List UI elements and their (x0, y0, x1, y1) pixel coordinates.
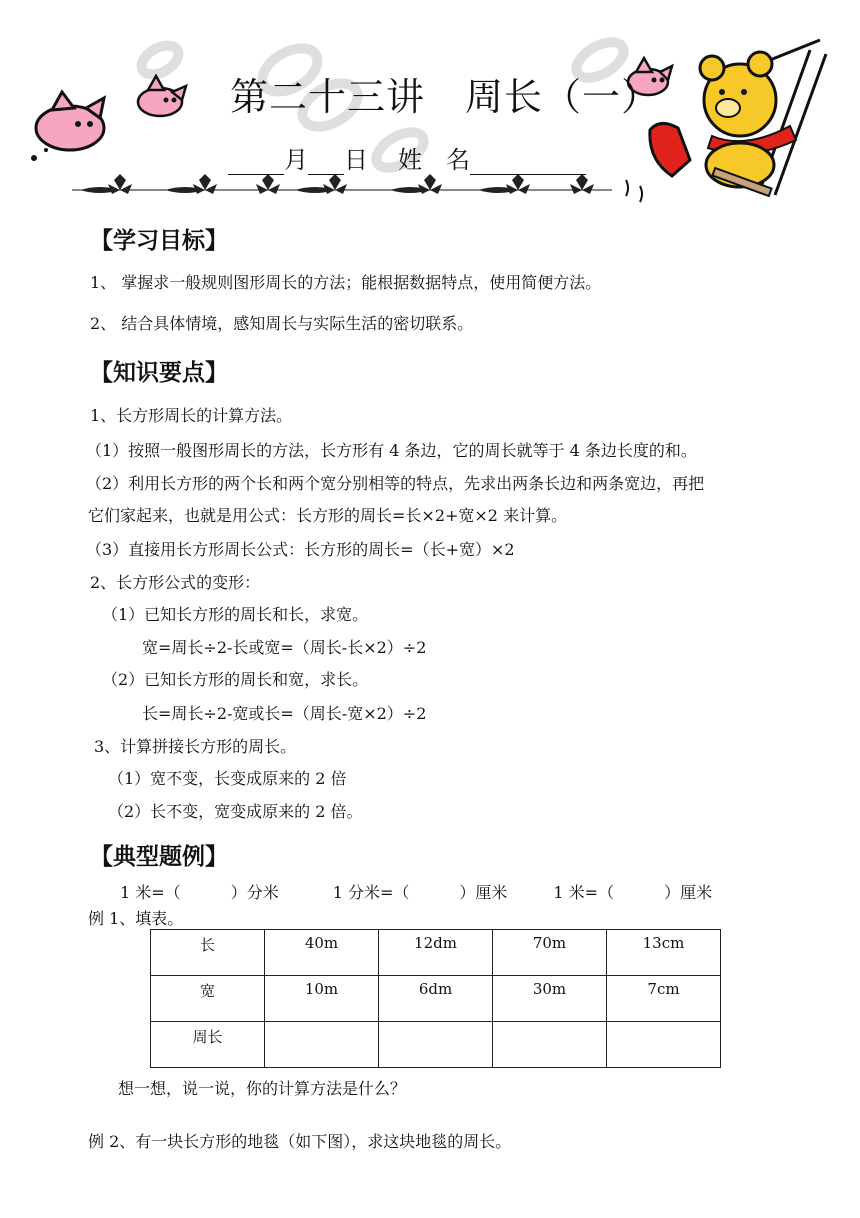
title-sub: 周长（一） (465, 75, 661, 119)
k1-3: （3）直接用长方形周长公式：长方形的周长=（长+宽）×2 (86, 540, 515, 559)
unit-1a: 1 米=（ (120, 883, 181, 902)
page-title (230, 66, 660, 121)
k2-title: 2、长方形公式的变形： (90, 573, 261, 592)
k1-2a: （2）利用长方形的两个长和两个宽分别相等的特点，先求出两条长边和两条宽边，再把 (86, 474, 705, 493)
table-cell: 宽 (151, 976, 265, 1022)
k3-2: （2）长不变，宽变成原来的 2 倍。 (108, 802, 363, 821)
k1-1: （1）按照一般图形周长的方法，长方形有 4 条边，它的周长就等于 4 条边长度的和。 (86, 441, 697, 460)
section-knowledge: 【知识要点】 (90, 360, 228, 386)
section-examples: 【典型题例】 (90, 844, 228, 870)
unit-3b: ）厘米 (664, 883, 713, 902)
example-1-label: 例 1、填表。 (88, 909, 184, 928)
example-2-label: 例 2、有一块长方形的地毯（如下图），求这块地毯的周长。 (88, 1132, 512, 1151)
table-row (151, 976, 721, 1022)
k3-title: 3、计算拼接长方形的周长。 (94, 737, 297, 756)
answer-cell[interactable] (265, 1022, 379, 1068)
month-blank[interactable] (228, 152, 284, 175)
answer-cell[interactable] (607, 1022, 721, 1068)
bird-left-icon (31, 92, 104, 161)
k2-1: （1）已知长方形的周长和长，求宽。 (102, 605, 369, 624)
answer-cell[interactable] (379, 1022, 493, 1068)
goal-2: 2、 结合具体情境，感知周长与实际生活的密切联系。 (90, 314, 474, 333)
table-cell: 10m (265, 976, 379, 1022)
day-label: 日 (344, 146, 368, 174)
k3-1: （1）宽不变，长变成原来的 2 倍 (108, 769, 347, 788)
k2-2-formula: 长=周长÷2-宽或长=（周长-宽×2）÷2 (142, 704, 427, 723)
day-blank[interactable] (308, 152, 344, 175)
section-goals: 【学习目标】 (90, 228, 228, 254)
unit-convert-line (120, 880, 712, 903)
table-cell: 6dm (379, 976, 493, 1022)
leaf-border (80, 174, 594, 194)
table-cell: 7cm (607, 976, 721, 1022)
k2-2: （2）已知长方形的周长和宽，求长。 (102, 670, 369, 689)
goal-1: 1、 掌握求一般规则图形周长的方法；能根据数据特点，使用简便方法。 (90, 273, 602, 292)
name-date-line (228, 140, 586, 175)
unit-2a: 1 分米=（ (332, 883, 410, 902)
table-cell: 70m (493, 930, 607, 976)
table-cell: 30m (493, 976, 607, 1022)
bear-swing-icon (626, 40, 826, 202)
unit-2b: ）厘米 (459, 883, 508, 902)
title-main: 第二十三讲 (230, 75, 426, 119)
name-label: 姓 名 (398, 146, 470, 174)
unit-3a: 1 米=（ (553, 883, 615, 902)
table-cell: 40m (265, 930, 379, 976)
answer-cell[interactable] (493, 1022, 607, 1068)
k1-title: 1、长方形周长的计算方法。 (90, 406, 293, 425)
table-cell: 长 (151, 930, 265, 976)
table-cell: 13cm (607, 930, 721, 976)
perimeter-table (150, 929, 721, 1068)
table-row (151, 1022, 721, 1068)
table-row (151, 930, 721, 976)
unit-1b: ）分米 (230, 883, 279, 902)
name-blank[interactable] (470, 152, 586, 175)
k1-2b: 它们家起来，也就是用公式：长方形的周长=长×2+宽×2 来计算。 (88, 506, 568, 525)
table-cell: 周长 (151, 1022, 265, 1068)
bird-small-icon (138, 76, 186, 116)
month-label: 月 (284, 146, 308, 174)
table-cell: 12dm (379, 930, 493, 976)
k2-1-formula: 宽=周长÷2-长或宽=（周长-长×2）÷2 (142, 638, 427, 657)
think-prompt: 想一想，说一说，你的计算方法是什么？ (118, 1079, 407, 1098)
